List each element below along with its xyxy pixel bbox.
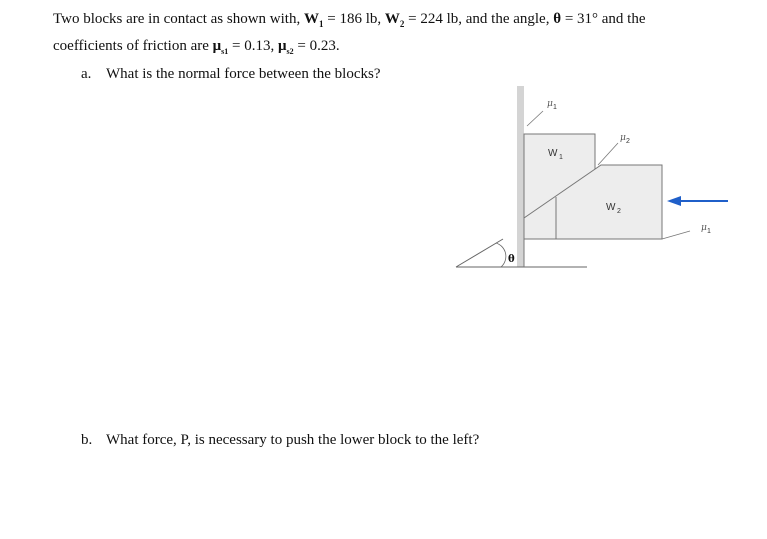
question-b-number: b. (81, 432, 93, 448)
mu1-symbol: μ (212, 38, 222, 54)
mu1-top-label: μ (547, 99, 553, 109)
intro-text: Two blocks are in contact as shown with, (53, 11, 304, 27)
mu1-value: = 0.13, (228, 38, 279, 54)
push-force-arrowhead (667, 196, 681, 206)
mu2-label: μ (620, 133, 626, 143)
theta-symbol: θ (553, 11, 562, 27)
mu2-leader (598, 143, 618, 165)
w2-symbol: W (384, 11, 400, 27)
w1-symbol: W (303, 11, 319, 27)
mu1-subscript: s1 (221, 47, 229, 56)
w2-subscript: 2 (399, 19, 405, 29)
question-a-number: a. (81, 66, 92, 82)
mu2-sub: 2 (626, 138, 630, 145)
mu1-right-leader (662, 231, 690, 239)
w1-value: = 186 lb, (323, 11, 385, 27)
mu1-right-sub: 1 (707, 228, 711, 235)
mu2-value: = 0.23. (293, 38, 340, 54)
mu1-right-label: μ (701, 223, 707, 233)
w1-subscript: 1 (318, 19, 324, 29)
block-w1-sub: 1 (559, 154, 563, 161)
angle-label: θ (508, 254, 515, 265)
mu1-top-leader (527, 111, 543, 126)
block-w2-label: W (606, 202, 616, 213)
mu1-top-sub: 1 (553, 104, 557, 111)
line2-text: coefficients of friction are (53, 38, 213, 54)
question-b-text: What force, P, is necessary to push the lower block to the left? (106, 432, 480, 448)
question-a-text: What is the normal force between the blocks? (106, 66, 381, 82)
block-w2-sub: 2 (617, 208, 621, 215)
w2-value: = 224 lb, and the angle, (404, 11, 554, 27)
mu2-symbol: μ (278, 38, 287, 54)
vertical-wall (517, 86, 524, 267)
mu2-subscript: s2 (286, 47, 294, 56)
block-w1-label: W (548, 148, 558, 159)
theta-value: = 31° and the (561, 11, 646, 27)
angle-arc (496, 243, 506, 267)
